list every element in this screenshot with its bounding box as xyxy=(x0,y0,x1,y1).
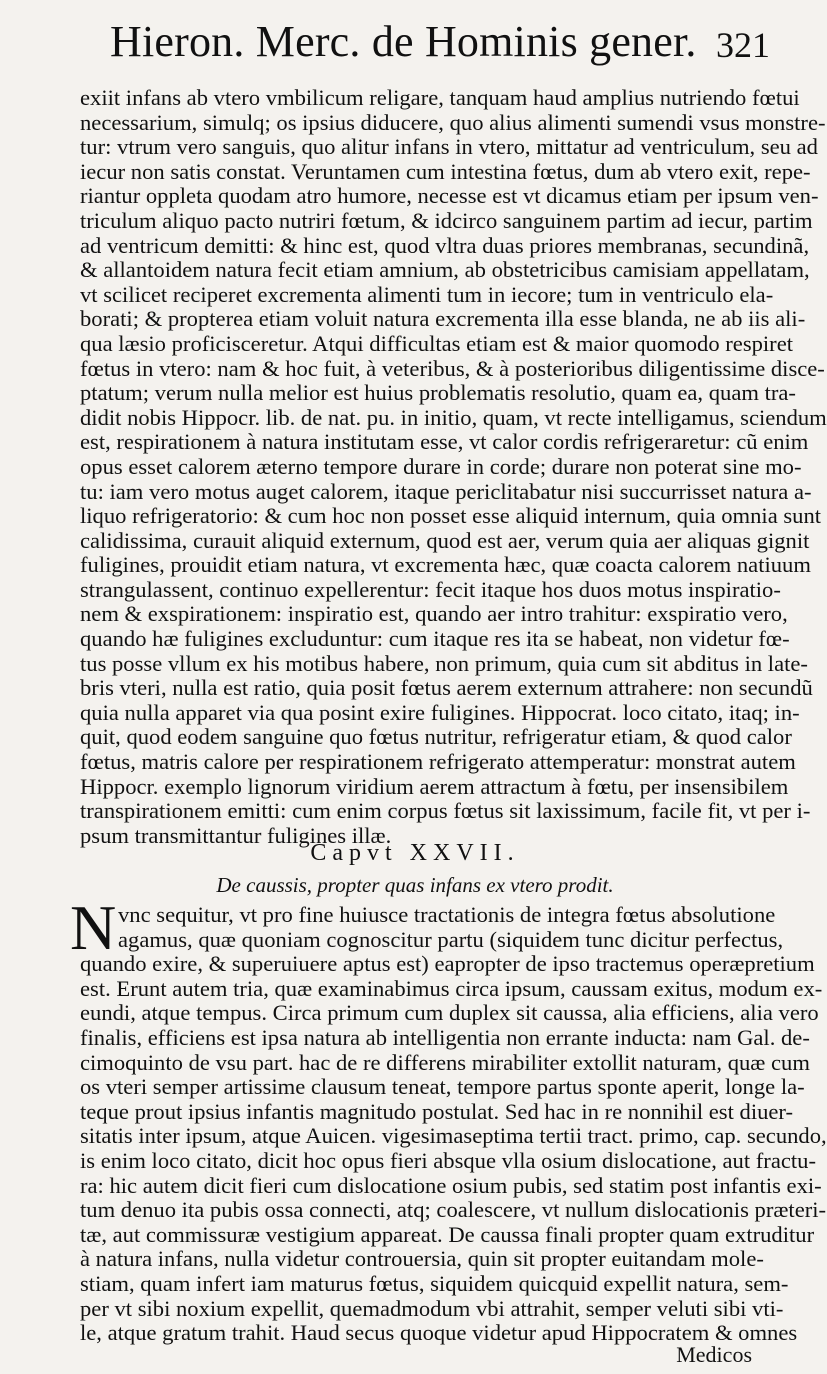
text-line: iecur non satis constat. Veruntamen cum intestina fœtus, dum ab vtero exit, repe- xyxy=(80,158,811,184)
text-line: quia nulla apparet via qua posint exire fuligines. Hippocrat. loco citato, itaq; in- xyxy=(80,699,800,725)
text-line: per vt sibi noxium expellit, quemadmodum vbi attrahit, semper veluti sibi vti- xyxy=(80,1295,784,1321)
text-line: cimoquinto de vsu part. hac de re differens mirabiliter extollit naturam, quæ cum xyxy=(80,1049,810,1075)
text-line: riantur oppleta quodam atro humore, necesse est vt dicamus etiam per ipsum ven- xyxy=(80,183,819,209)
text-line: exiit infans ab vtero vmbilicum religare, tanquam haud amplius nutriendo fœtui xyxy=(80,85,800,110)
text-line: vt scilicet reciperet excrementa alimenti tum in iecore; tum in ventriculo ela- xyxy=(80,281,774,307)
text-line: bris vteri, nulla est ratio, quia posit fœtus aerem externum attrahere: non secundũ xyxy=(80,675,813,701)
text-line: à natura infans, nulla videtur controuersia, quin sit propter euitandam mole- xyxy=(80,1246,764,1272)
text-line: didit nobis Hippocr. lib. de nat. pu. in initio, quam, vt recte intelligamus, sciendum xyxy=(80,404,827,430)
text-line: os vteri semper artissime clausum teneat, tempore partus sponte aperit, longe la- xyxy=(80,1074,805,1100)
text-line: quit, quod eodem sanguine quo fœtus nutritur, refrigeratur etiam, & quod calor xyxy=(80,724,792,750)
text-line: tum denuo ita pubis ossa connecti, atq; coalescere, vt nullum dislocationis præteri- xyxy=(80,1197,827,1223)
text-line: eundi, atque tempus. Circa primum cum duplex sit caussa, alia efficiens, alia vero xyxy=(80,1000,819,1026)
text-line: triculum aliquo pacto nutriri fœtum, & idcirco sanguinem partim ad iecur, partim xyxy=(80,207,813,233)
text-line: tu: iam vero motus auget calorem, itaque periclitabatur nisi succurrisset natura a- xyxy=(80,478,812,504)
text-line: tur: vtrum vero sanguis, quo alitur infans in vtero, mittatur ad ventriculum, seu ad xyxy=(80,134,818,160)
page-header xyxy=(110,10,770,80)
text-line: borati; & propterea etiam voluit natura excrementa illa esse blanda, ne ab iis ali- xyxy=(80,306,806,332)
chapter-subtitle: De caussis, propter quas infans ex vtero prodit. xyxy=(216,873,614,897)
text-line: teque prout ipsius infantis magnitudo postulat. Sed hac in re nonnihil est diuer- xyxy=(80,1098,794,1124)
text-block-chapter xyxy=(80,902,827,1346)
text-line: fœtus, matris calore per respirationem refrigerato attemperatur: monstrat autem xyxy=(80,749,796,775)
text-line: opus esset calorem æterno tempore durare in corde; durare non poterat sine mo- xyxy=(80,453,802,479)
text-line: qua læsio proficisceretur. Atqui difficultas etiam est & maior quomodo respiret xyxy=(80,330,794,356)
text-line: le, atque gratum trahit. Haud secus quoque videtur apud Hippocratem & omnes xyxy=(80,1320,798,1346)
text-line: necessarium, simulq; os ipsius diducere, quo alius alimenti sumendi vsus monstre- xyxy=(80,109,826,135)
text-line: vnc sequitur, vt pro fine huiusce tractationis de integra fœtus absolutione xyxy=(118,902,776,927)
text-line: & allantoidem natura fecit etiam amnium, ab obstetricibus camisiam appellatam, xyxy=(80,257,810,283)
text-line: agamus, quæ quoniam cognoscitur partu (siquidem tunc dicitur perfectus, xyxy=(118,926,784,952)
running-head: Hieron. Merc. de Hominis gener. xyxy=(110,17,697,66)
text-line: finalis, efficiens est ipsa natura ab intelligentia non errante inducta: nam Gal. de- xyxy=(80,1024,810,1050)
text-line: is enim loco citato, dicit hoc opus fieri absque vlla osium dislocatione, aut fractu- xyxy=(80,1147,816,1173)
text-line: Hippocr. exemplo lignorum viridium aerem attractum à fœtu, per insensibilem xyxy=(80,773,789,799)
text-line: quando hæ fuligines excluduntur: cum itaque res ita se habeat, non videtur fœ- xyxy=(80,626,790,652)
page-number: 321 xyxy=(716,25,770,65)
text-line: quando exire, & superuiuere aptus est) eapropter de ipso tractemus operæpretium xyxy=(80,951,815,977)
text-line: ptatum; verum nulla melior est huius problematis resolutio, quam ea, quam tra- xyxy=(80,380,796,406)
text-line: est, respirationem à natura institutam esse, vt calor cordis refrigeraretur: cũ enim xyxy=(80,429,809,455)
text-line: sitatis inter ipsum, atque Auicen. vigesimaseptima tertii tract. primo, cap. secundo, xyxy=(80,1123,827,1149)
catchword: Medicos xyxy=(676,1342,752,1367)
text-block-main xyxy=(80,85,827,848)
text-line: tus posse vllum ex his motibus habere, non primum, quia cum sit abditus in late- xyxy=(80,650,808,676)
text-line: tæ, aut commissuræ vestigium appareat. De caussa finali propter quam extruditur xyxy=(80,1221,815,1247)
text-line: est. Erunt autem tria, quæ examinabimus circa ipsum, caussam exitus, modum ex- xyxy=(80,975,823,1001)
text-line: ad ventricum demitti: & hinc est, quod vltra duas priores membranas, secundinã, xyxy=(80,232,810,258)
text-line: ra: hic autem dicit fieri cum dislocatione osium pubis, sed statim post infantis exi- xyxy=(80,1172,822,1198)
drop-cap-initial: N xyxy=(70,892,117,963)
text-line: psum transmittantur fuligines illæ. xyxy=(80,822,392,848)
text-line: liquo refrigeratorio: & cum hoc non posset esse aliquid internum, quia omnia sunt xyxy=(80,503,822,529)
text-line: transpirationem emitti: cum enim corpus fœtus sit laxissimum, facile fit, vt per i- xyxy=(80,798,811,824)
text-line: fuligines, prouidit etiam natura, vt excrementa hæc, quæ coacta calorem natiuum xyxy=(80,552,811,578)
chapter-heading: Capvt XXVII. xyxy=(310,840,520,866)
text-line: stiam, quam infert iam maturus fœtus, siquidem quicquid expellit natura, sem- xyxy=(80,1270,789,1296)
text-line: fœtus in vtero: nam & hoc fuit, à veteribus, & à posterioribus diligentissime disce- xyxy=(80,355,825,381)
text-line: strangulassent, continuo expellerentur: fecit itaque hos duos motus inspiratio- xyxy=(80,576,781,602)
text-line: calidissima, curauit aliquid externum, quod est aer, verum quia aer aliquas gignit xyxy=(80,527,810,553)
text-line: nem & exspirationem: inspiratio est, quando aer intro trahitur: exspiratio vero, xyxy=(80,601,788,627)
